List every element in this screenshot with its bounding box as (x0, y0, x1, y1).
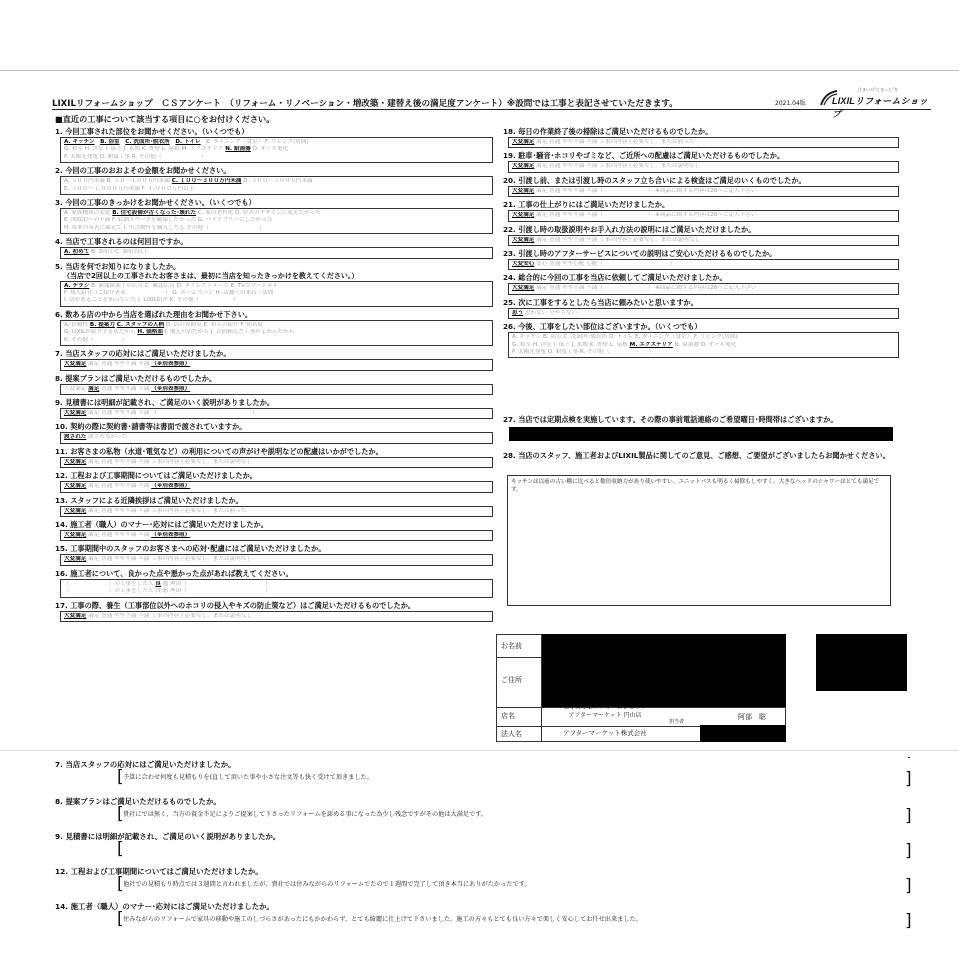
form-version: 2021.04版 (775, 100, 806, 107)
option-text[interactable]: A. キッチン B. 浴室 C. 洗面所･脱衣所 D. トイレ E. ダイニング（食堂） F. リビング(居間) (512, 334, 738, 341)
detail-answer: 貴社にでは無く、当方の資金不足によりご提案して下さったリフォームを諦める事になった為少し残念ですがその他は大満足です。 (123, 811, 488, 818)
bracket-left: [ (117, 767, 124, 787)
option-text[interactable]: E. 開放的への不満 F. 収納スペースを確保したかった G. バリアフリーにしたかった (64, 217, 273, 224)
question-title: 1. 今回工事された部位をお聞かせください。（いくつでも） (55, 127, 249, 136)
option-text[interactable]: A. 信頼性 (64, 321, 90, 328)
answer-options (508, 161, 899, 172)
selected-option[interactable]: N. 給湯器 (225, 146, 251, 153)
corp-label: 法人名 (501, 730, 522, 738)
selected-option[interactable]: （※別表参照） (151, 483, 191, 490)
answer-options (60, 384, 493, 395)
selected-option[interactable]: 大変満足 (64, 361, 87, 368)
option-line (64, 459, 489, 466)
instruction: ■直近の工事について該当する項目に○をお付けください。 (55, 114, 275, 124)
answer-options (60, 359, 493, 370)
option-text[interactable]: N. 給湯器 O. オール電化 (672, 341, 737, 348)
answer-options (60, 281, 493, 307)
bracket-left: [ (117, 839, 124, 859)
selected-option[interactable]: M. エクステリア (629, 341, 673, 348)
question-8 (55, 374, 493, 395)
question-4 (55, 237, 493, 258)
question-title: 21. 工事の仕上がりにはご満足いただけましたか。 (503, 200, 670, 210)
selected-option[interactable]: A. 初めて (64, 249, 90, 256)
option-line (64, 297, 489, 304)
option-text[interactable]: 満足 普通 やや不満 不満 (86, 361, 152, 368)
answer-options (60, 579, 493, 598)
option-text[interactable]: I. 店があることを知っていた J. LIXIL紹介 K. その他（ ） (64, 297, 239, 304)
option-text[interactable]: 満足 普通 やや不満 不満 工事の内容上必要なし、または説明なし (86, 458, 252, 465)
question-title: 15. 工事期間中のスタッフのお客さまへの応対･配慮にはご満足いただけましたか。 (55, 544, 326, 554)
bracket-left: [ (117, 804, 124, 824)
answer-options (60, 611, 493, 622)
detail-item (55, 901, 915, 933)
option-line (64, 225, 489, 232)
question-title: 18. 毎日の作業終了後の掃除はご満足いただけるものでしたか。 (503, 127, 713, 136)
detail-item (55, 866, 915, 898)
option-line (64, 186, 489, 193)
selected-option[interactable]: 大変満足 (512, 139, 535, 145)
redacted-answer-27 (509, 427, 893, 441)
selected-option[interactable]: 大変満足 (512, 285, 535, 292)
answer-options (508, 186, 899, 197)
answer-options (60, 247, 493, 258)
option-line (64, 329, 489, 336)
option-text[interactable]: O. オール電化 (250, 146, 289, 153)
detail-answer: 予算に合わせ何度も見積もりを(直して頂いた事や小さな注文等も快く受けて頂きました。 (123, 774, 373, 781)
option-text[interactable]: A. ５０万円未満 B. ５０～１００万円未満 (64, 178, 172, 185)
option-line (64, 139, 489, 146)
option-text[interactable]: 満足 普通 やや不満 不満 工事の内容上必要なし、または前った (86, 507, 247, 514)
selected-option[interactable]: B. 浴室 (100, 139, 120, 145)
detail-item (55, 796, 915, 828)
question-10 (55, 422, 493, 443)
answer-options (508, 137, 899, 148)
option-text[interactable]: 大変満足 (64, 385, 89, 392)
selected-option[interactable]: C. 洗面所･脱衣所 (125, 139, 170, 145)
question-title: 17. 工事の際、養生（工事部位以外へのホコリの侵入やキズの防止策など）はご満足いただけるものでしたか。 (55, 600, 416, 610)
selected-option[interactable]: 良 (155, 580, 161, 587)
option-text[interactable]: 満足 普通 やや不満 不満 (86, 483, 152, 490)
question-title: 26. 今後、工事をしたい部位はございますか。（いくつでも） (503, 322, 702, 332)
selected-option[interactable]: 思う (512, 309, 524, 316)
option-line (64, 532, 489, 539)
option-text[interactable]: D. 店の雰囲気 E. 知人の紹介 F. 知名度 (164, 321, 263, 328)
question-subtitle: （当店で2回以上の工事されたお客さまは、最初に当店を知ったきっかけを教えてください。） (63, 271, 359, 280)
question-title: 5. 当店を何でお知りになりましたか。 (55, 261, 181, 271)
answer-options (60, 137, 493, 163)
option-line (64, 613, 489, 620)
question-7 (55, 349, 493, 370)
question-5 (55, 262, 493, 307)
option-line (512, 349, 895, 356)
comment-box: キッチンは以前の古い棚に比べると数倍収納力があり使いやすい。ユニットバスも明るく掃除もしやすく、大きなヘッドのシャワーはとても満足です。 (507, 475, 891, 606)
option-text[interactable]: 満足 普通 やや不満 不満 工事の内容上必要なし、または前った (534, 139, 695, 145)
option-line (64, 556, 489, 563)
selected-option[interactable]: 大変満足 (64, 531, 87, 538)
redacted-contact (700, 725, 786, 742)
question-18 (503, 127, 899, 148)
option-line (512, 261, 895, 268)
selected-option[interactable]: C. １００～３００万円未満 (171, 178, 242, 185)
option-text[interactable]: 満足 普通 やや不満 不満 （ ） (86, 409, 258, 416)
question-title: 4. 当店で工事されるのは何回目ですか。 (55, 237, 188, 247)
answer-options (60, 530, 493, 541)
answer-options (508, 283, 899, 294)
bracket-right: ] (905, 769, 912, 789)
answer-options (508, 210, 899, 221)
selected-option[interactable]: （※別表参照） (151, 361, 191, 368)
option-line (512, 285, 895, 292)
option-text[interactable]: 悪 理由（ ） (160, 580, 271, 587)
option-line (64, 410, 489, 417)
option-text[interactable]: 満足 普通 やや不満 不満 (86, 531, 152, 538)
store-name-line-1: ＬＩＸＩＬリフォームショップ (563, 704, 647, 711)
answer-options (60, 208, 493, 234)
selected-option[interactable]: （※別表参照） (151, 385, 191, 392)
contact-label: 担当者 (669, 719, 685, 725)
corp-name: アフターマーケット株式会社 (563, 729, 647, 737)
option-line (512, 212, 895, 219)
option-text[interactable]: G. 和室 H. 洋室 I. 床下 J. 玄関 K. 外壁 L. 屋根 (512, 341, 630, 348)
option-text[interactable]: H. 将来の災害に備えて I. 中古物件を購入した J. その他（ ） (64, 224, 265, 231)
option-line (64, 483, 489, 490)
selected-option[interactable]: 大変満足 (64, 409, 87, 416)
selected-option[interactable]: 大変満足 (512, 236, 535, 243)
detail-question: 7. 当店スタッフの応対にはご満足いただけましたか。 (55, 760, 236, 769)
answer-options (508, 332, 899, 358)
option-line (64, 386, 489, 393)
option-line (64, 508, 489, 515)
option-text[interactable]: K. その他（ ） (64, 336, 128, 343)
option-text[interactable]: 満足 普通 やや不満 不満（ ） ※商品に関する内容は28へご記入下さい (534, 187, 757, 194)
selected-option[interactable]: B. 提案力 (89, 321, 115, 328)
answer-options (60, 408, 493, 419)
question-3 (55, 198, 493, 234)
detail-item (55, 831, 915, 863)
question-title: 8. 提案プランはご満足いただけるものでしたか。 (55, 373, 217, 383)
question-6 (55, 310, 493, 346)
option-line (64, 249, 489, 256)
store-label: 店名 (501, 712, 515, 720)
option-line (64, 146, 489, 153)
option-text[interactable]: C. 家の老朽化 D. 好みのデザインに変えたかった (196, 210, 321, 217)
question-13 (55, 496, 493, 517)
option-line (64, 361, 489, 368)
option-line (512, 342, 895, 349)
question-2 (55, 166, 493, 195)
logo-tagline: 住まいの“こまった”を (858, 87, 899, 92)
selected-option[interactable]: 大変満足 (64, 556, 87, 563)
question-title: 6. 数ある店の中から当店を選ばれた理由をお聞かせ下さい。 (55, 309, 253, 319)
detail-answer: 他社での見積もり時点では３週間と言われましたが、貴社では住みながらのリフォームでたので１週間で完了して頂き本当にありがたかったです。 (123, 881, 531, 888)
question-24 (503, 273, 899, 294)
detail-question: 9. 見積書には明細が記載され、ご満足のいく説明がありましたか。 (55, 832, 281, 841)
selected-option[interactable]: 渡された (64, 434, 87, 441)
question-title: 20. 引渡し前、または引渡し時のスタッフ立ち合いによる検査はご満足のいくものでしたか。 (503, 175, 806, 185)
bracket-right: ] (905, 806, 912, 826)
selected-option[interactable]: 大変満足 (64, 612, 87, 619)
bracket-right: ] (905, 876, 912, 896)
option-text[interactable]: 満足 普通 やや不満 不満 工事の内容上必要なし、または説明なし (86, 612, 252, 619)
answer-options (508, 259, 899, 270)
question-17 (55, 601, 493, 622)
question-22 (503, 225, 899, 246)
question-27: 27. 当店では定期点検を実施しています。その際の事前電話連絡のご希望曜日･時間帯はございますか。 (503, 415, 838, 424)
question-23 (503, 249, 899, 270)
detail-item (55, 759, 915, 791)
option-line (64, 434, 489, 441)
redacted-name-address (542, 634, 786, 707)
option-text[interactable]: 満足 普通 やや不満 不満（ ） ※商品に関する内容は28へご記入下さい (534, 285, 757, 292)
question-title: 24. 総合的に今回の工事を当店に依頼してご満足いただけましたか。 (503, 273, 727, 283)
question-title: 12. 工程および工事期間についてはご満足いただけましたか。 (55, 471, 257, 481)
option-text[interactable]: 安心 普通 やや心配 心配（ ） (534, 261, 676, 268)
option-line (512, 334, 895, 341)
bracket-left: [ (117, 874, 124, 894)
question-title: 14. 施工者（職人）のマナー･応対にはご満足いただけましたか。 (55, 519, 268, 529)
bracket-right: ] (905, 841, 912, 861)
question-title: 22. 引渡し時の取扱説明やお手入れ方法の説明にはご満足いただけましたか。 (503, 224, 756, 234)
option-text[interactable]: E. ５００～１,０００万円未満 F. １,０００万円以上 (64, 185, 195, 192)
option-text[interactable]: A. 家族構成の変化 (64, 210, 113, 217)
answer-options (60, 457, 493, 468)
lixil-logo (820, 87, 932, 119)
selected-option[interactable]: 大変満足 (512, 212, 535, 219)
selected-option[interactable]: 大変満足 (64, 507, 87, 514)
contact-name: 阿部 聡 (738, 713, 766, 721)
question-12 (55, 471, 493, 492)
option-text[interactable]: 思わない 分からない (523, 309, 578, 316)
bracket-left: [ (117, 909, 124, 929)
detail-answer: 住みながらのリフォームで家具の移動や施工のしづらさがあったにもかかわらず、とても綺麗に仕上げて下さいました。施工の方々もとても良い方々で楽しく安心してお任せ出来ました。 (123, 916, 642, 923)
selected-option[interactable]: （※別表参照） (151, 531, 191, 538)
answer-options (60, 432, 493, 443)
option-line (64, 588, 489, 595)
selected-option[interactable]: A. キッチン (64, 139, 95, 145)
question-title: 9. 見積書には明細が記載され、ご満足のいく説明がありましたか。 (55, 397, 275, 407)
option-text[interactable]: 満足 普通 やや不満 不満（ ） ※商品に関する内容は28へご記入下さい (534, 212, 757, 219)
question-28: 28. 当店のスタッフ、施工者およびLIXIL製品に関してのご意見、ご感想、ご要望がございましたらお聞かせください。 (503, 451, 890, 460)
option-text[interactable]: B. 新聞紙面上の広告 C. 雑誌広告 D. ダイレクトメール E. TVコマーシャル (89, 282, 279, 289)
right-question-column (503, 127, 899, 361)
question-16 (55, 569, 493, 598)
option-text[interactable]: B. 2回目 C. 3回目以上 (89, 249, 149, 256)
detail-table (0, 750, 959, 940)
bracket-right: ] (905, 911, 912, 931)
option-text[interactable]: 満足 普通 やや不満 不満 工事の内容上必要なし、または説明なし (86, 556, 252, 563)
question-title: 11. お客さまの私物（水道･電気など）の利用についての声がけや説明などの配慮はいかがでしたか。 (55, 446, 383, 456)
question-14 (55, 520, 493, 541)
option-line (64, 322, 489, 329)
selected-option[interactable]: 大変安心 (512, 261, 535, 268)
question-19 (503, 151, 899, 172)
header-divider (52, 109, 931, 110)
option-text[interactable]: G. 和室 H. 洋室 I. 床下 J. 玄関 K. 外壁 L. 屋根 M. エクステリア (64, 146, 226, 153)
answer-options (60, 176, 493, 195)
redacted-stamp (816, 634, 907, 691)
option-text[interactable]: （ ）の工事をした人 (64, 580, 156, 587)
selected-option[interactable]: 満足 (88, 385, 100, 392)
question-26 (503, 322, 899, 358)
option-text[interactable]: I. 地元の店だから J. 以前頼んだ工事がよかったから (162, 329, 295, 336)
question-title: 23. 引渡し時のアフターサービスについての説明はご安心いただけるものでしたか。 (503, 249, 777, 259)
option-line (64, 290, 489, 297)
survey-sheet (0, 70, 959, 750)
question-title: 10. 契約の際に契約書･請書等は書面で渡されていますか。 (55, 422, 247, 432)
survey-title: LIXILリフォームショップ ＣＳアンケート （リフォーム・リノベーション・増改築・建替え後の満足度アンケート）※設問では工事と表記させていただきます。 (52, 99, 678, 109)
question-title: 25. 次に工事をするとしたら当店に頼みたいと思いますか。 (503, 297, 698, 307)
option-line (64, 154, 489, 161)
option-text[interactable]: 普通 やや不満 不満 (99, 385, 152, 392)
option-line (64, 337, 489, 344)
answer-options (508, 235, 899, 246)
selected-option[interactable]: 大変満足 (512, 187, 535, 194)
question-title: 19. 駐車･騒音･ホコリやゴミなど、ご近所への配慮はご満足いただけるものでしたか。 (503, 151, 785, 161)
left-question-column (55, 127, 493, 625)
option-line (64, 210, 489, 217)
option-line (512, 188, 895, 195)
answer-options (508, 308, 899, 319)
option-line (512, 139, 895, 146)
question-25 (503, 298, 899, 319)
option-text[interactable]: G. LIXILが紹介する店だから (64, 329, 138, 336)
selected-option[interactable]: B. 住宅設備が古くなった･壊れた (112, 210, 197, 217)
answer-options (60, 320, 493, 346)
question-9 (55, 398, 493, 419)
option-text[interactable]: D. ３００～５００万円未満 (241, 178, 313, 185)
option-line (64, 217, 489, 224)
option-line (512, 310, 895, 317)
option-line (64, 581, 489, 588)
detail-question: 12. 工程および工事期間についてはご満足いただけましたか。 (55, 867, 263, 876)
answer-options (60, 506, 493, 517)
question-title: 7. 当店スタッフの応対にはご満足いただけましたか。 (55, 349, 231, 359)
option-text[interactable]: 渡されなかった (86, 434, 128, 441)
store-name (555, 704, 655, 720)
question-11 (55, 447, 493, 468)
selected-option[interactable]: H. 価格面 (137, 329, 163, 336)
question-title: 3. 今回の工事のきっかけをお聞かせください。（いくつでも） (55, 198, 256, 208)
option-text[interactable]: 満足 普通 やや不満 不満 工事の内容上必要なし、または説明なし (534, 236, 700, 243)
address-label: ご住所 (501, 676, 522, 684)
selected-option[interactable]: D. トイレ (175, 139, 201, 145)
option-text[interactable]: F. 知人紹介（ご紹介者名 ） G. ホームページ H. 店舗への来店・訪問 (64, 290, 274, 297)
question-title: 13. スタッフによる近隣挨拶はご満足いただけましたか。 (55, 495, 243, 505)
detail-question: 14. 施工者（職人）のマナー･応対にはご満足いただけましたか。 (55, 902, 274, 911)
option-text[interactable]: E. ダイニング（食堂） F. リビング(居間) (200, 139, 309, 145)
option-line (64, 283, 489, 290)
selected-option[interactable]: 大変満足 (512, 163, 535, 170)
option-line (64, 178, 489, 185)
answer-options (60, 554, 493, 565)
selected-option[interactable]: 大変満足 (64, 483, 87, 490)
question-20 (503, 176, 899, 197)
selected-option[interactable]: C. スタッフの人柄 (116, 321, 165, 328)
option-line (512, 237, 895, 244)
selected-option[interactable]: A. チラシ (64, 282, 90, 289)
answer-options (60, 481, 493, 492)
option-text[interactable]: P. 太陽光発電 Q. 耐震工事 R. その他（ ） (512, 349, 655, 356)
question-title: 16. 施工者について、良かった点や悪かった点があれば教えてください。 (55, 568, 293, 578)
question-1 (55, 127, 493, 163)
question-21 (503, 200, 899, 221)
option-line (512, 163, 895, 170)
store-name-line-2: アフターマーケット 円山店 (568, 712, 642, 719)
question-title: 2. 今回の工事のおおよその金額をお聞かせください。 (55, 166, 231, 176)
selected-option[interactable]: 大変満足 (64, 458, 87, 465)
option-text[interactable]: P. 太陽光発電 Q. 耐震工事 R. その他（ ） (64, 153, 207, 160)
option-text[interactable]: （ ）の工事をした人 良 悪 理由（ ） (64, 588, 271, 595)
option-text[interactable]: 満足 普通 やや不満 不満 工事の内容上必要なし、または説明なし (534, 163, 700, 170)
name-label: お名前 (501, 642, 522, 650)
detail-question: 8. 提案プランはご満足いただけるものでしたか。 (55, 797, 221, 806)
question-15 (55, 544, 493, 565)
logo-text: LIXILリフォームショップ (832, 96, 928, 119)
